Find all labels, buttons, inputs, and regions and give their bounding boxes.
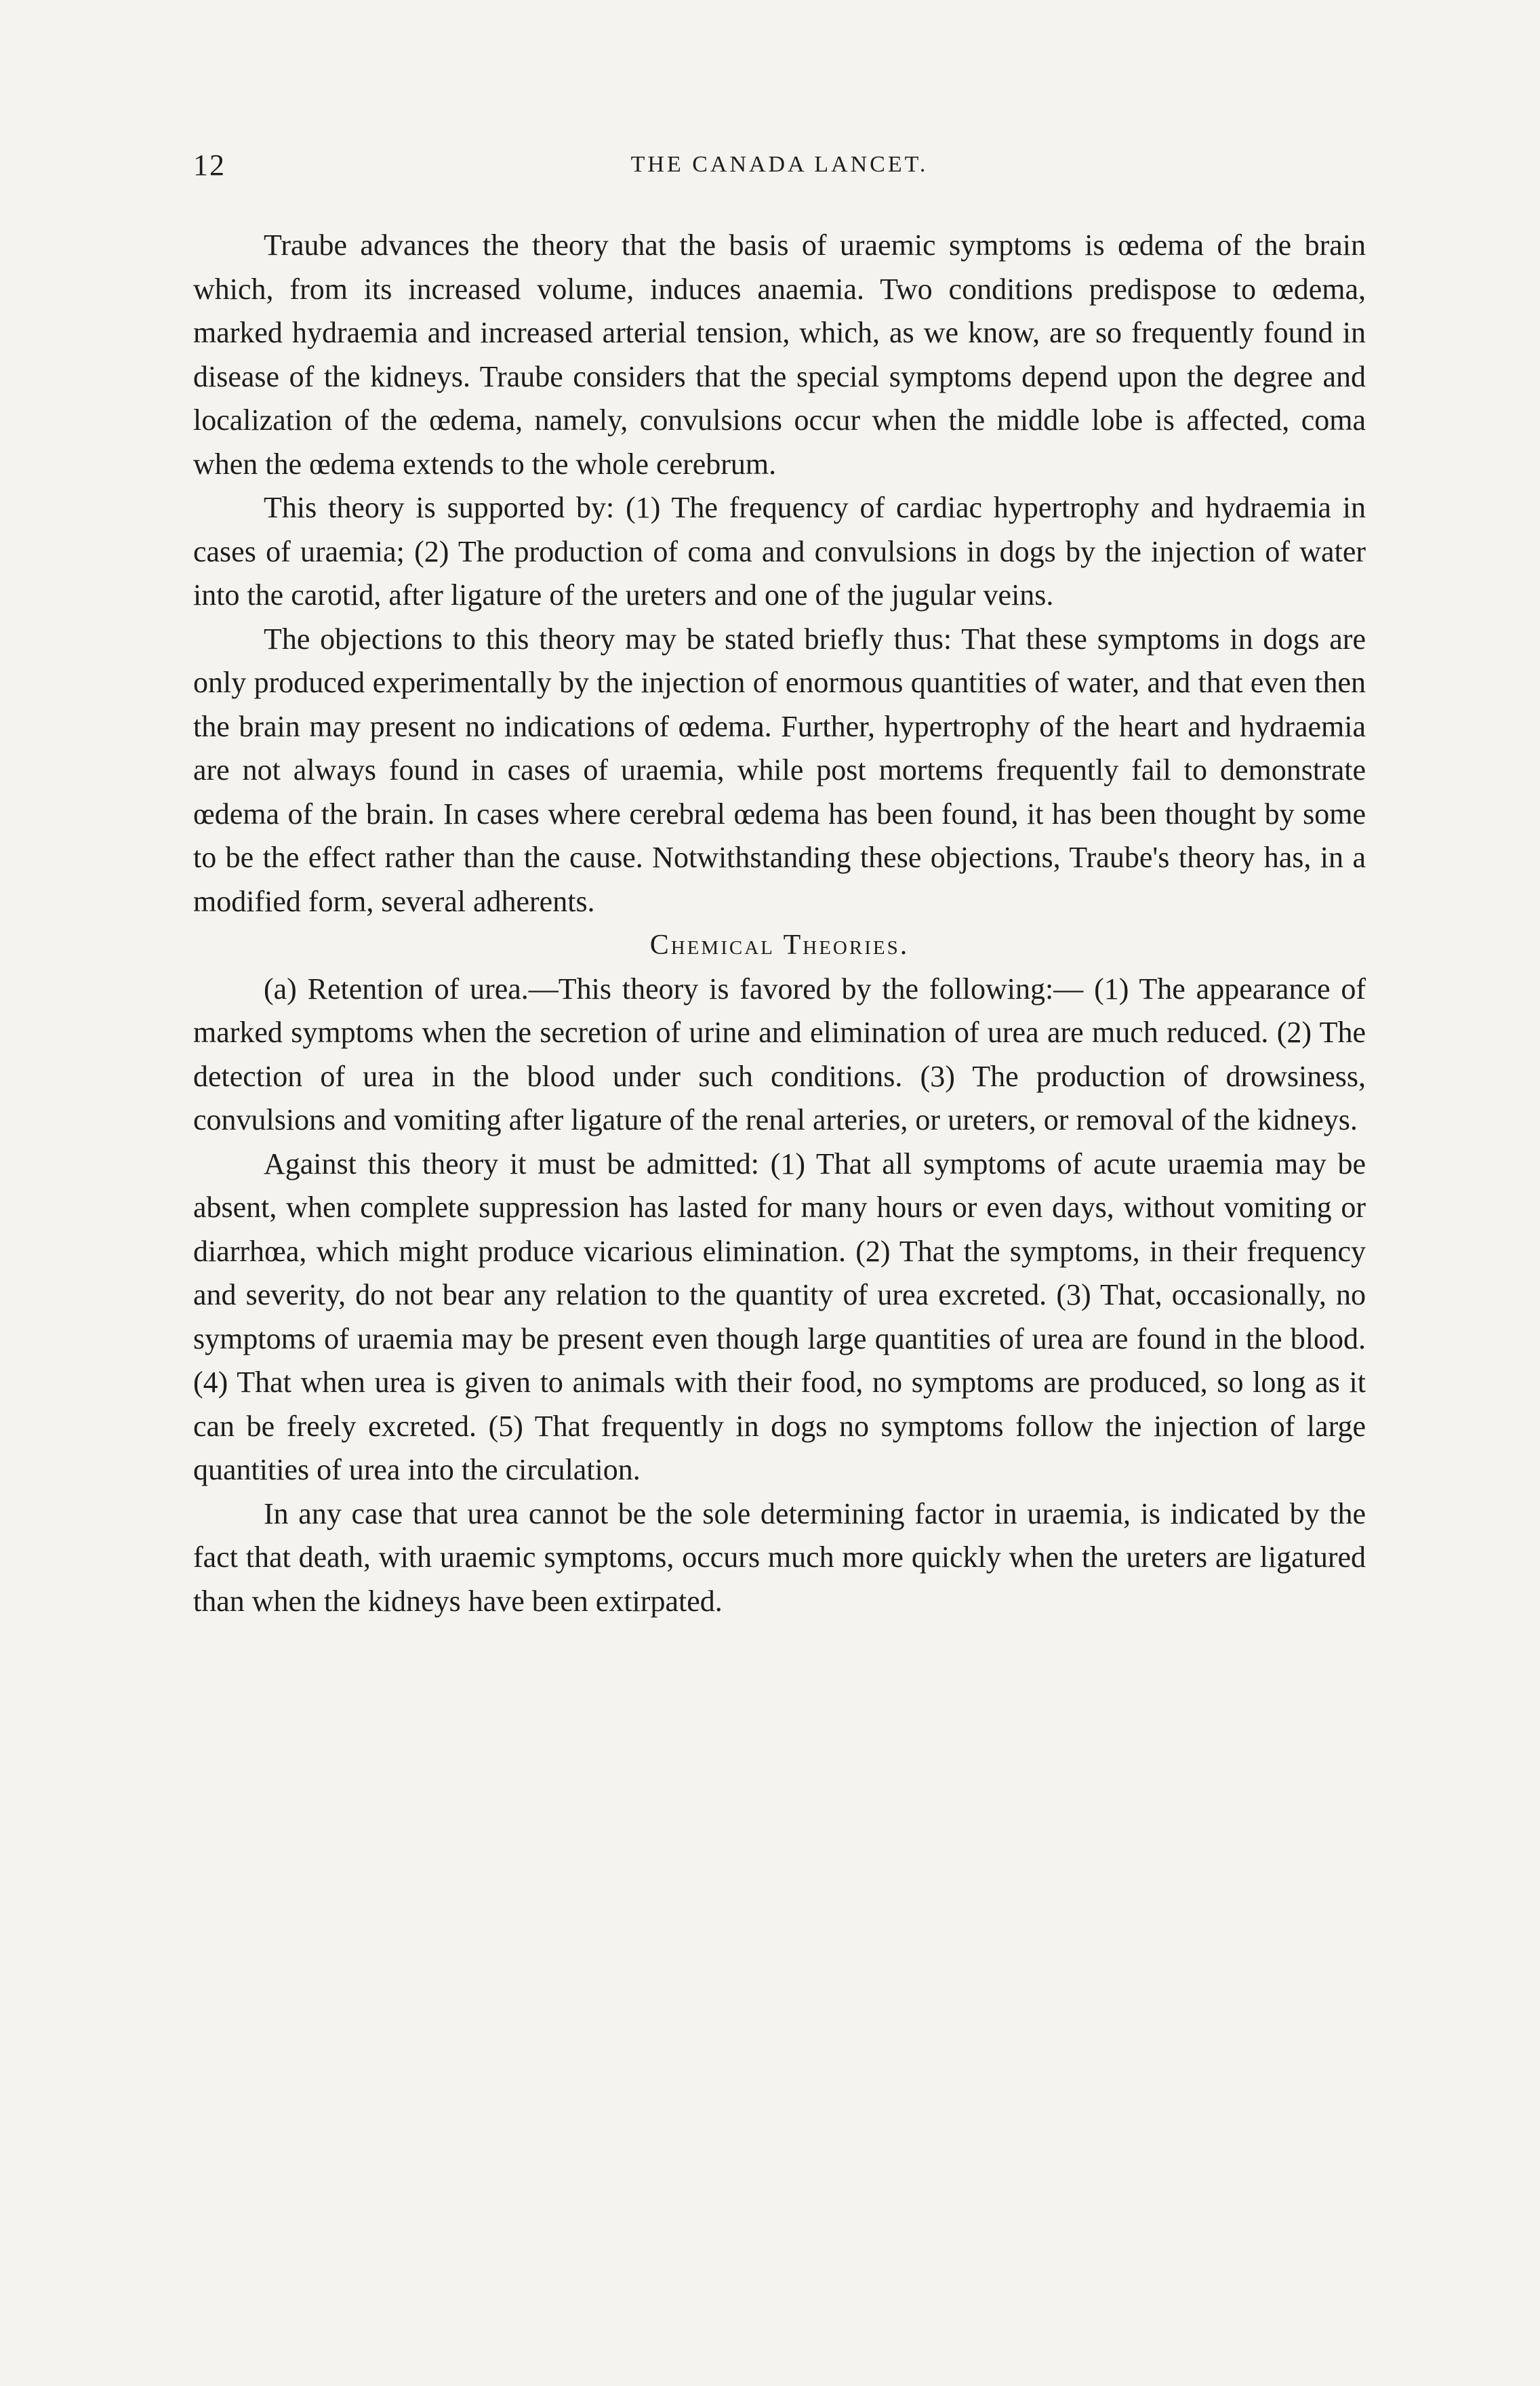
paragraph-retention-of-urea: (a) Retention of urea.—This theory is favored by the following:— (1) The appearance of marked symptoms when the secretion of urine and elimination of urea are much reduced. (2) The detection of urea in the blood under such conditions. (3) The production of drowsiness, convulsions and vomiting after ligature of the renal arteries, or ureters, or removal of the kidneys. (193, 972, 1366, 1136)
paragraph-objections: The objections to this theory may be stated briefly thus: That these symptoms in dogs are only produced experimentally by the injection of enormous quantities of water, and that even then the brain may present no indications of œdema. Further, hypertrophy of the heart and hydraemia are not always found in cases of uraemia, while post mortems frequently fail to demonstrate œdema of the brain. In cases where cerebral œdema has been found, it has been thought by some to be the effect rather than the cause. Notwithstanding these objections, Traube's theory has, in a modified form, several adherents. (193, 622, 1366, 918)
section-heading: Chemical Theories. (649, 930, 910, 961)
paragraph-conclusion: In any case that urea cannot be the sole determining factor in uraemia, is indicated by the fact that death, with uraemic symptoms, occurs much more quickly when the ureters are ligatured than when the kidneys have been extirpated. (193, 1496, 1366, 1618)
paragraph-theory-support: This theory is supported by: (1) The frequency of cardiac hypertrophy and hydraemia in cases of uraemia; (2) The production of coma and convulsions in dogs by the injection of water into the carotid, after ligature of the ureters and one of the jugular veins. (193, 491, 1366, 612)
page-header (193, 148, 1366, 188)
paragraph-against-theory: Against this theory it must be admitted: (1) That all symptoms of acute uraemia may be absent, when complete suppression has lasted for many hours or even days, without vomiting or diarrhœa, which might produce vicarious elimination. (2) That the symptoms, in their frequency and severity, do not bear any relation to the quantity of urea excreted. (3) That, occasionally, no symptoms of uraemia may be present even though large quantities of urea are found in the blood. (4) That when urea is given to animals with their food, no symptoms are produced, so long as it can be freely excreted. (5) That frequently in dogs no symptoms follow the injection of large quantities of urea into the circulation. (193, 1147, 1366, 1486)
page-number: 12 (193, 148, 226, 182)
running-head: THE CANADA LANCET. (630, 152, 929, 177)
article-body (193, 224, 1366, 1623)
paragraph-traube-theory: Traube advances the theory that the basis of uraemic symptoms is œdema of the brain which, from its increased volume, induces anaemia. Two conditions predispose to œdema, marked hydraemia and increased arterial tension, which, as we know, are so frequently found in disease of the kidneys. Traube considers that the special symptoms depend upon the degree and localization of the œdema, namely, convulsions occur when the middle lobe is affected, coma when the œdema extends to the whole cerebrum. (193, 228, 1366, 481)
